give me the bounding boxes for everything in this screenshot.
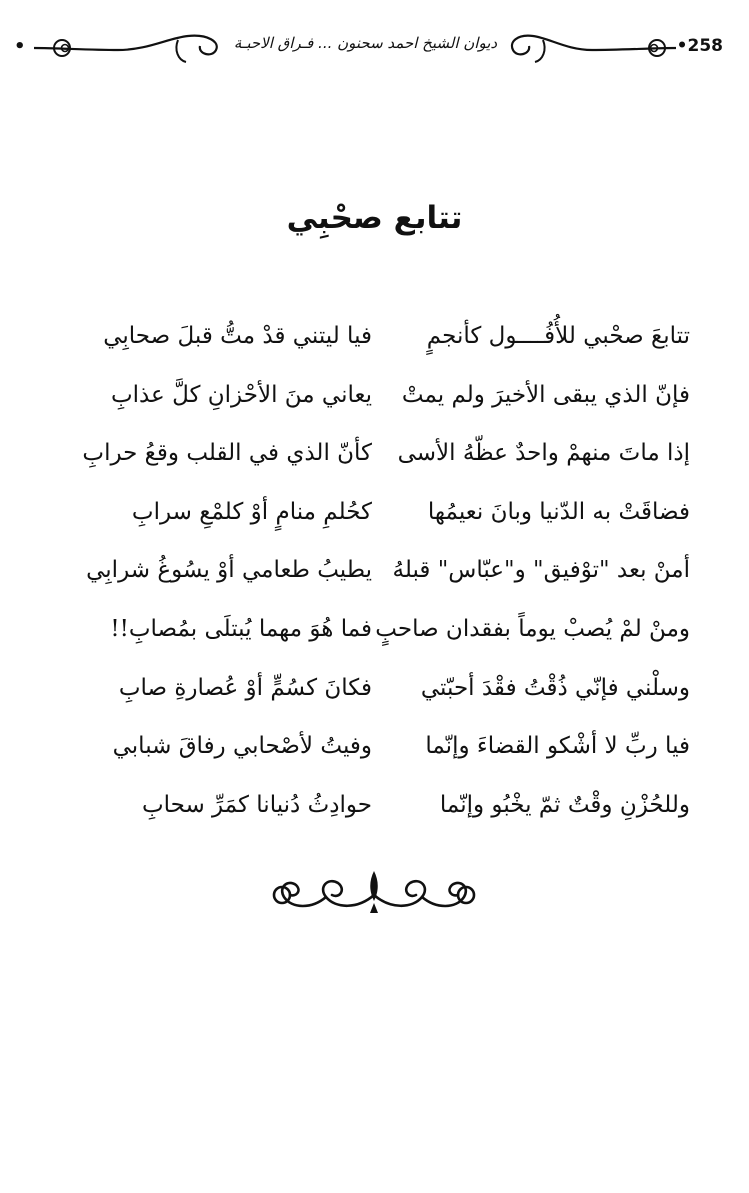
first-hemistich: فيا ربِّ لا أشْكو القضاءَ وإنّما	[425, 733, 690, 760]
second-hemistich: فيا ليتني قدْ متُّ قبلَ صحابِي	[103, 323, 372, 349]
flourish-ornament-right	[507, 26, 682, 70]
verse-line	[70, 549, 690, 608]
verse-line	[70, 608, 690, 667]
closing-ornament	[266, 865, 482, 921]
verse-line	[70, 491, 690, 550]
first-hemistich: فضاقَتْ به الدّنيا وبانَ نعيمُها	[427, 498, 690, 525]
first-hemistich: ومنْ لمْ يُصبْ يوماً بفقدان صاحبٍ	[375, 615, 690, 642]
first-hemistich: وسلْني فإنّي ذُقْتُ فقْدَ أحبّتي	[420, 674, 690, 701]
poem-verses	[70, 315, 690, 842]
first-hemistich: تتابعَ صحْبي للأُفُــــول كأنجمٍ	[426, 323, 690, 349]
flourish-ornament-left	[28, 26, 228, 70]
second-hemistich: فما هُوَ مهما يُبتلَى بمُصابِ!!	[110, 615, 372, 642]
left-bullet: •	[14, 36, 26, 57]
poem-title: تتابع صحْبِي	[286, 200, 463, 236]
verse-line	[70, 725, 690, 784]
page-number: •258	[676, 36, 723, 56]
second-hemistich: كحُلمِ منامٍ أوْ كلمْعِ سرابِ	[131, 498, 372, 525]
second-hemistich: يطيبُ طعامي أوْ يسُوغُ شرابِي	[86, 557, 372, 584]
second-hemistich: كأنّ الذي في القلب وقعُ حرابِ	[82, 440, 372, 467]
first-hemistich: إذا ماتَ منهمْ واحدٌ عظّهُ الأسى	[397, 440, 690, 467]
verse-line	[70, 667, 690, 726]
second-hemistich: وفيتُ لأصْحابي رفاقَ شبابي	[112, 733, 372, 760]
second-hemistich: يعاني منَ الأحْزانِ كلَّ عذابِ	[110, 381, 372, 408]
verse-line	[70, 432, 690, 491]
page-header	[0, 18, 749, 78]
running-header-title: ديوان الشيخ احمد سحنون ... فـراق الاحبـة	[233, 34, 498, 52]
first-hemistich: وللحُزْنِ وقْتٌ ثمّ يخْبُو وإنّما	[439, 791, 690, 818]
second-hemistich: فكانَ كسُمٍّ أوْ عُصارةِ صابِ	[118, 674, 372, 701]
verse-line	[70, 784, 690, 843]
first-hemistich: فإنّ الذي يبقى الأخيرَ ولم يمتْ	[401, 381, 690, 408]
verse-line	[70, 374, 690, 433]
verse-line	[70, 315, 690, 374]
first-hemistich: أمنْ بعد "توْفيق" و"عبّاس" قبلهُ	[392, 557, 690, 584]
second-hemistich: حوادِثُ دُنيانا كمَرِّ سحابِ	[141, 791, 372, 818]
